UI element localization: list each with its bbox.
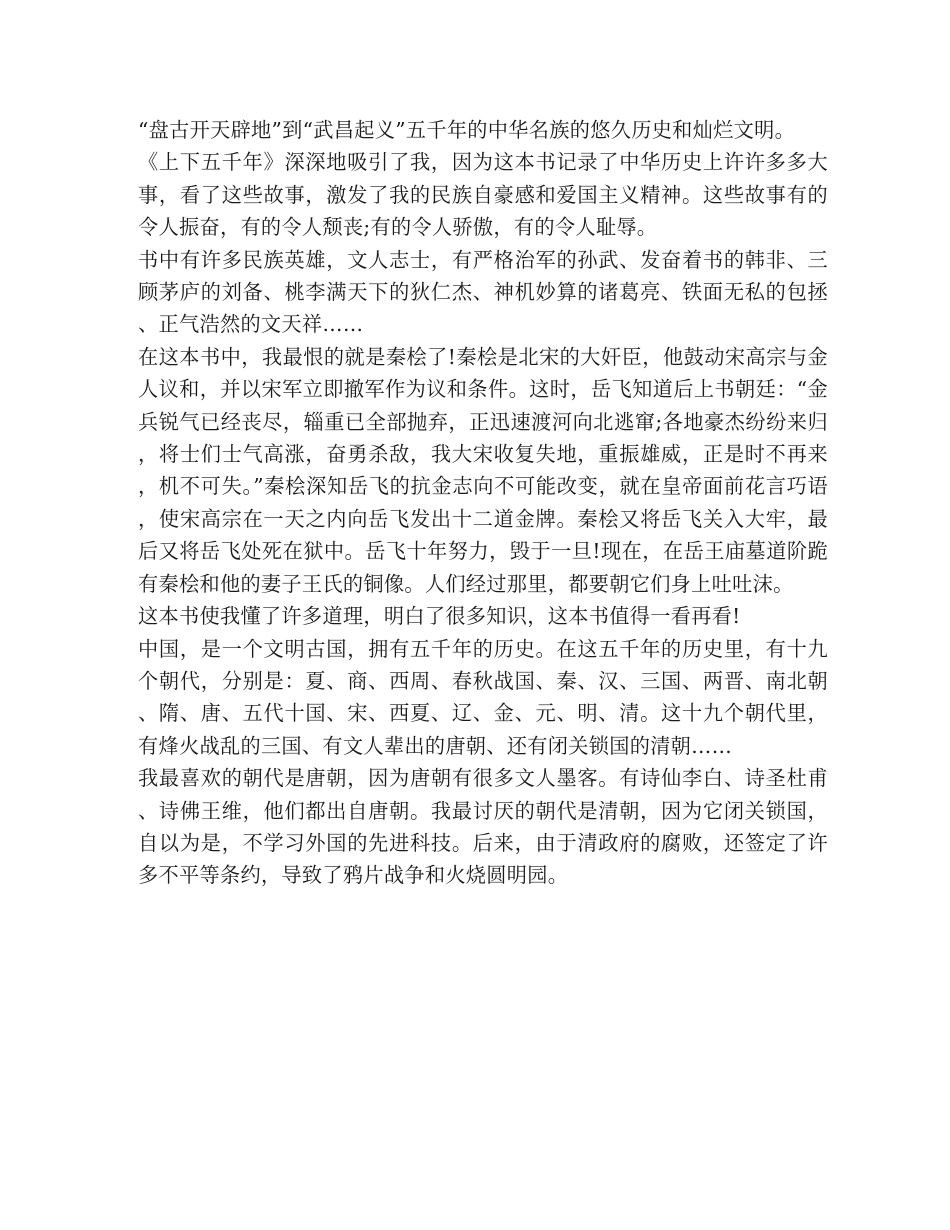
paragraph-2: 《上下五千年》深深地吸引了我，因为这本书记录了中华历史上许许多多大事，看了这些故事，激发了我的民族自豪感和爱国主义精神。这些故事有的令人振奋，有的令人颓丧;有的令人骄傲，有的令人耻辱。	[138, 150, 828, 240]
document-body	[138, 114, 828, 892]
paragraph-5: 这本书使我懂了许多道理，明白了很多知识，这本书值得一看再看!	[138, 604, 741, 629]
paragraph-4: 在这本书中，我最恨的就是秦桧了!秦桧是北宋的大奸臣，他鼓动宋高宗与金人议和，并以宋军立即撤军作为议和条件。这时，岳飞知道后上书朝廷：“金兵锐气已经丧尽，辎重已全部抛弃，正迅速渡河向北逃窜;各地豪杰纷纷来归，将士们士气高涨，奋勇杀敌，我大宋收复失地，重振雄威，正是时不再来，机不可失。”秦桧深知岳飞的抗金志向不可能改变，就在皇帝面前花言巧语，使宋高宗在一天之内向岳飞发出十二道金牌。秦桧又将岳飞关入大牢，最后又将岳飞处死在狱中。岳飞十年努力，毁于一旦!现在，在岳王庙墓道阶跪有秦桧和他的妻子王氏的铜像。人们经过那里，都要朝它们身上吐吐沫。	[138, 344, 828, 596]
paragraph-7: 我最喜欢的朝代是唐朝，因为唐朝有很多文人墨客。有诗仙李白、诗圣杜甫、诗佛王维，他们都出自唐朝。我最讨厌的朝代是清朝，因为它闭关锁国，自以为是，不学习外国的先进科技。后来，由于清政府的腐败，还签定了许多不平等条约，导致了鸦片战争和火烧圆明园。	[138, 766, 828, 888]
paragraph-6: 中国，是一个文明古国，拥有五千年的历史。在这五千年的历史里，有十九个朝代，分别是：夏、商、西周、春秋战国、秦、汉、三国、两晋、南北朝、隋、唐、五代十国、宋、西夏、辽、金、元、明、清。这十九个朝代里，有烽火战乱的三国、有文人辈出的唐朝、还有闭关锁国的清朝……	[138, 636, 828, 758]
paragraph-1: “盘古开天辟地”到“武昌起义”五千年的中华名族的悠久历史和灿烂文明。	[138, 118, 796, 142]
paragraph-3: 书中有许多民族英雄，文人志士，有严格治军的孙武、发奋着书的韩非、三顾茅庐的刘备、桃李满天下的狄仁杰、神机妙算的诸葛亮、铁面无私的包拯、正气浩然的文天祥……	[138, 247, 828, 337]
